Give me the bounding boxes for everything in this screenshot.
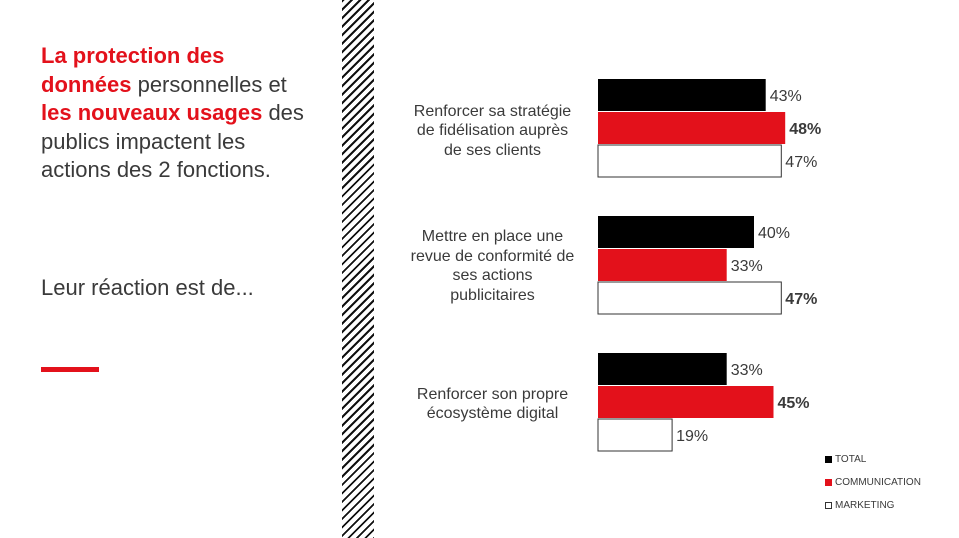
legend-label-total: TOTAL	[835, 454, 867, 465]
data-label-total-1: 43%	[769, 88, 802, 105]
legend-item-communication	[825, 477, 921, 488]
headline-highlight-2: les nouveaux usages	[41, 100, 263, 125]
bar-total-3	[598, 353, 727, 385]
legend-swatch-communication	[825, 479, 832, 486]
data-label-communication-1: 48%	[789, 121, 822, 138]
bar-communication-1	[598, 112, 785, 144]
data-label-communication-3: 45%	[777, 395, 810, 412]
data-label-marketing-2: 47%	[785, 291, 818, 308]
legend-label-communication: COMMUNICATION	[835, 477, 921, 488]
bar-marketing-2	[598, 282, 781, 314]
headline-highlight-1: La protection des données	[41, 43, 225, 97]
category-label-1: Renforcer sa stratégie de fidélisation auprès de ses clients	[413, 102, 572, 159]
data-label-total-2: 40%	[758, 225, 791, 242]
bar-total-2	[598, 216, 754, 248]
data-label-marketing-3: 19%	[676, 428, 709, 445]
legend-item-total	[825, 454, 866, 465]
category-label-3: Renforcer son propre écosystème digital	[416, 385, 569, 422]
bar-marketing-3	[598, 419, 672, 451]
headline-text-2: des publics impactent les actions des 2 fonctions.	[41, 100, 304, 182]
data-label-communication-2: 33%	[730, 258, 763, 275]
legend-label-marketing: MARKETING	[835, 500, 895, 511]
data-label-marketing-1: 47%	[785, 154, 818, 171]
legend-swatch-marketing	[825, 502, 832, 509]
data-label-total-3: 33%	[730, 362, 763, 379]
headline-text-1: personnelles et	[131, 71, 287, 97]
bar-communication-2	[598, 249, 727, 281]
category-label-2: Mettre en place une revue de conformité de ses actions publicitaires	[410, 228, 575, 304]
legend-swatch-total	[825, 456, 832, 463]
bar-communication-3	[598, 386, 774, 418]
subtitle: Leur réaction est de...	[41, 275, 254, 300]
bar-marketing-1	[598, 145, 781, 177]
legend-item-marketing	[825, 500, 894, 511]
bar-total-1	[598, 79, 766, 111]
